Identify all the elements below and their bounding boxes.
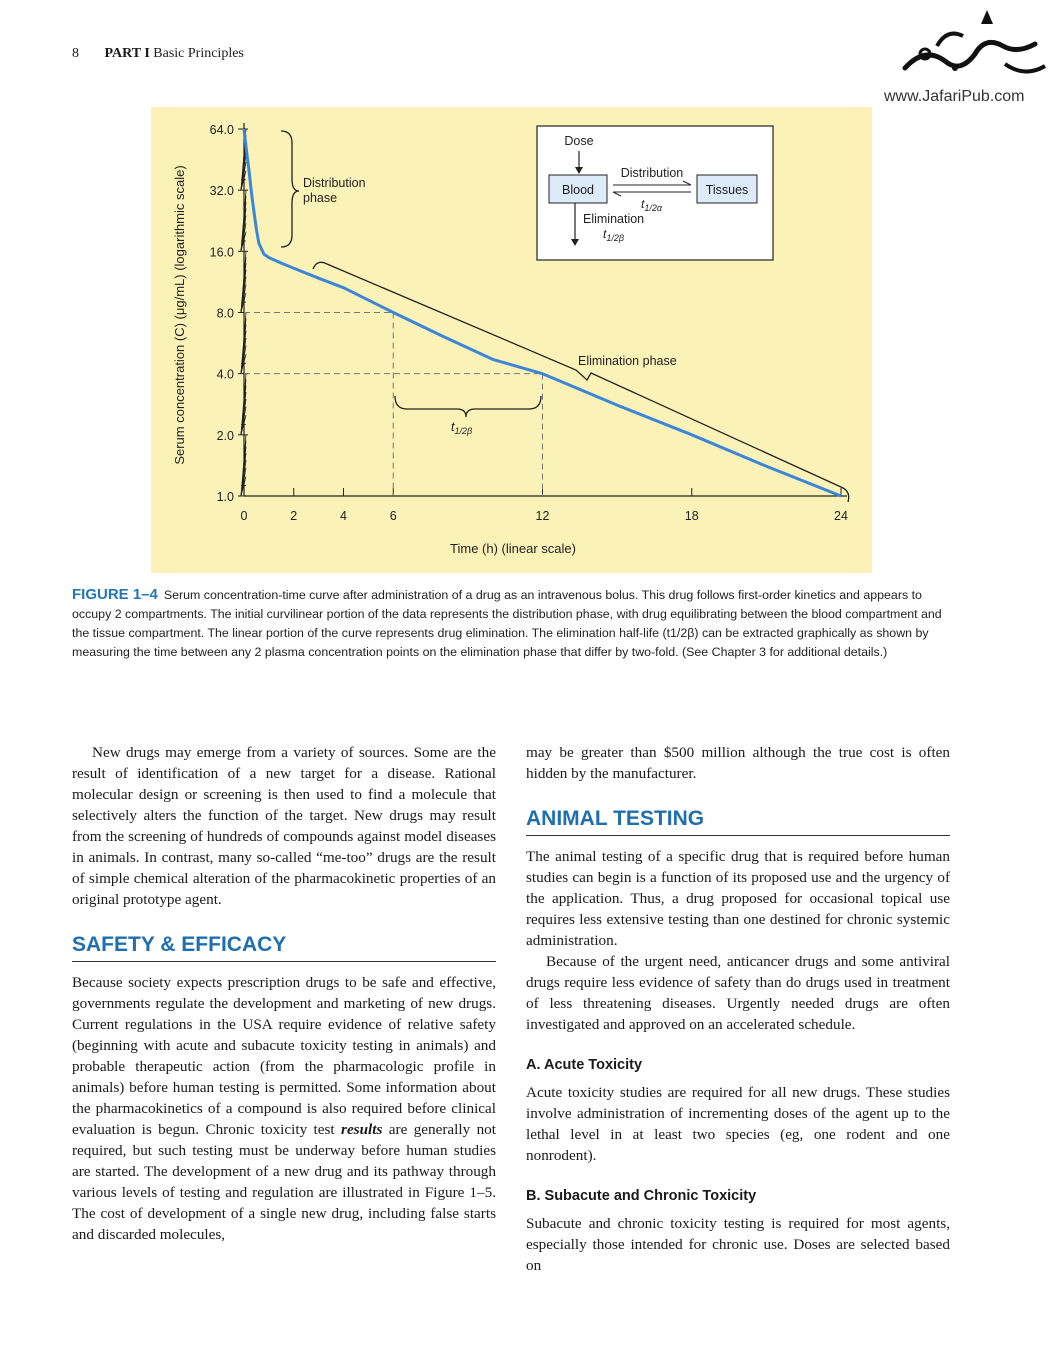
- y-tick-label: 1.0: [216, 490, 234, 504]
- paragraph: The animal testing of a specific drug that is required before human studies can begin is a function of its proposed use and the urgency of the application. Thus, a drug proposed for occasional topical use requires less extensive testing than one destined for chronic systemic administration.: [526, 848, 950, 949]
- distribution-label: Distribution: [620, 166, 684, 180]
- paragraph: may be greater than $500 million although the true cost is often hidden by the manufacturer.: [526, 744, 950, 782]
- distribution-phase-label: phase: [303, 191, 338, 205]
- t-alpha-label: $t_{1/2\alpha}$: [641, 197, 662, 213]
- paragraph: Subacute and chronic toxicity testing is required for most agents, especially those intended for chronic use. Doses are selected based on: [526, 1215, 950, 1274]
- part-label: PART I: [104, 46, 150, 61]
- emphasis: results: [341, 1121, 383, 1138]
- y-tick-label: 32.0: [209, 184, 234, 199]
- text-span: are generally not required, but such testing must be underway before human studies are started. The development of a new drug and its pathway through various levels of testing and regulation are illustrated in Figure 1–5. The cost of development of a single new drug, including false starts and discarded molecules,: [72, 1121, 496, 1243]
- x-tick-label: 4: [340, 509, 347, 523]
- caption-text: Serum concentration-time curve after administration of a drug as an intravenous bolus. This drug follows first-order kinetics and appears to occupy 2 compartments. The initial curvilinear portion of the data represents the distribution phase, with drug equilibrating between the blood compartment and the tissue compartment. The linear portion of the curve represents drug elimination. The elimination half-life (t1/2β) can be extracted graphically as shown by measuring the time between any 2 plasma concentration points on the elimination phase that differ by two-fold. (See Chapter 3 for additional details.): [72, 588, 942, 659]
- x-tick-label: 18: [684, 509, 699, 523]
- subheading-acute: A. Acute Toxicity: [526, 1057, 643, 1073]
- text-span: Because society expects prescription drugs to be safe and effective, governments regulate the development and marketing of new drugs. Current regulations in the USA require evidence of relative safety (beginning with acute and subacute toxicity testing in animals) and probable therapeutic action (from the pharmacologic profile in animals) before human testing is permitted. Some information about the pharmacokinetics of a compound is also required before clinical evaluation is begun. Chronic toxicity test: [72, 974, 496, 1138]
- figure-panel: [151, 107, 872, 573]
- x-tick-label: 0: [240, 509, 248, 523]
- paragraph: Acute toxicity studies are required for all new drugs. These studies involve administration of incrementing doses of the agent up to the lethal level in at least two species (eg, one rodent and one nonrodent).: [526, 1084, 950, 1164]
- running-header: [72, 46, 244, 62]
- column-left: [72, 742, 496, 1245]
- y-axis-label: Serum concentration (C) (μg/mL) (logarithmic scale): [172, 165, 187, 465]
- y-tick-label: 64.0: [209, 123, 234, 137]
- y-tick-label: 16.0: [209, 245, 234, 260]
- y-tick-label: 2.0: [216, 428, 234, 443]
- x-tick-label: 2: [290, 509, 298, 523]
- half-life-brace: [395, 396, 541, 417]
- y-tick-label: 8.0: [216, 306, 234, 321]
- dose-label: Dose: [564, 134, 594, 148]
- subheading-chronic: B. Subacute and Chronic Toxicity: [526, 1188, 757, 1204]
- paragraph: [72, 972, 496, 1245]
- watermark-url: www.JafariPub.com: [884, 88, 1025, 105]
- section-heading-safety: SAFETY & EFFICACY: [72, 934, 496, 962]
- distribution-phase-label: Distribution: [303, 176, 366, 190]
- elimination-phase-label: Elimination phase: [578, 354, 677, 368]
- section-heading-animal: ANIMAL TESTING: [526, 808, 950, 836]
- x-tick-label: 12: [535, 509, 550, 523]
- tissues-label: Tissues: [705, 183, 749, 197]
- paragraph: Because of the urgent need, anticancer drugs and some antiviral drugs require less evidence of safety than do drugs used in treatment of less threatening diseases. Urgently needed drugs are often investigated and approved on an accelerated schedule.: [526, 953, 950, 1033]
- x-tick-label: 6: [389, 509, 397, 523]
- paragraph: New drugs may emerge from a variety of sources. Some are the result of identification of a new target for a disease. Rational molecular design or screening is then used to find a molecule that selectively alters the function of the target. New drugs may result from the screening of hundreds of compounds against model diseases in animals. In contrast, many so-called “me-too” drugs are the result of simple chemical alteration of the pharmacokinetic properties of an original prototype agent.: [72, 744, 496, 908]
- figure-caption: [72, 585, 952, 662]
- distribution-brace: [281, 131, 299, 247]
- blood-label: Blood: [562, 183, 594, 197]
- half-life-label: $t_{1/2\beta}$: [451, 420, 473, 436]
- y-tick-label: 4.0: [216, 367, 234, 382]
- figure-label: FIGURE 1–4: [72, 586, 158, 603]
- elimination-label: Elimination: [583, 212, 645, 226]
- x-tick-label: 24: [834, 509, 848, 523]
- column-right: [526, 742, 950, 1276]
- page-number: 8: [72, 46, 79, 61]
- part-title: Basic Principles: [153, 46, 244, 61]
- x-axis-label: Time (h) (linear scale): [450, 541, 576, 556]
- concentration-time-chart: [151, 107, 872, 573]
- t-beta-label: $t_{1/2\beta}$: [603, 227, 624, 243]
